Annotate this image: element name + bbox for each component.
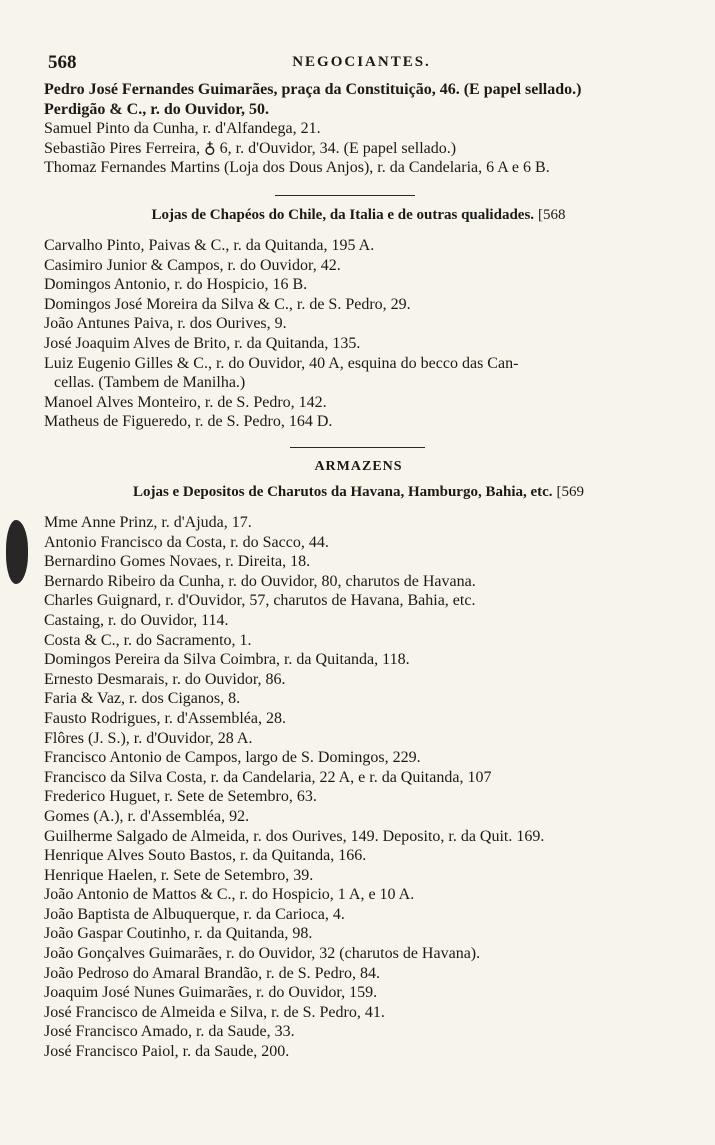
section-reference: [568 (538, 207, 566, 223)
running-title: NEGOCIANTES. (292, 54, 431, 70)
list-item: João Antunes Paiva, r. dos Ourives, 9. (44, 315, 287, 333)
list-item: Matheus de Figueredo, r. de S. Pedro, 164 D. (44, 413, 333, 431)
list-item: José Francisco de Almeida e Silva, r. de S. Pedro, 41. (44, 1003, 385, 1021)
list-item: Henrique Haelen, r. Sete de Setembro, 39. (44, 866, 314, 884)
section-divider (275, 195, 415, 196)
list-item: José Joaquim Alves de Brito, r. da Quitanda, 135. (44, 334, 361, 352)
list-item: Domingos Pereira da Silva Coimbra, r. da Quitanda, 118. (44, 651, 410, 669)
list-item: Thomaz Fernandes Martins (Loja dos Dous Anjos), r. da Candelaria, 6 A e 6 B. (44, 159, 550, 177)
list-item: Casimiro Junior & Campos, r. do Ouvidor, 42. (44, 256, 341, 274)
list-item: Joaquim José Nunes Guimarães, r. do Ouvidor, 159. (44, 984, 378, 1002)
list-item: Henrique Alves Souto Bastos, r. da Quitanda, 166. (44, 847, 367, 865)
list-item: José Francisco Amado, r. da Saude, 33. (44, 1023, 295, 1041)
page-header (48, 52, 675, 76)
list-item: Sebastião Pires Ferreira, ♁ 6, r. d'Ouvidor, 34. (E papel sellado.) (44, 139, 457, 157)
list-item: Costa & C., r. do Sacramento, 1. (44, 631, 252, 649)
list-item: Antonio Francisco da Costa, r. do Sacco, 44. (44, 533, 329, 551)
list-item: Carvalho Pinto, Paivas & C., r. da Quitanda, 195 A. (44, 237, 375, 254)
hat-shops-list (44, 236, 673, 432)
list-item: Bernardo Ribeiro da Cunha, r. do Ouvidor, 80, charutos de Havana. (44, 572, 476, 590)
list-item: José Francisco Paiol, r. da Saude, 200. (44, 1043, 290, 1061)
list-item: Bernardino Gomes Novaes, r. Direita, 18. (44, 553, 311, 571)
section-reference: [569 (556, 484, 585, 500)
list-item: Luiz Eugenio Gilles & C., r. do Ouvidor, 40 A, esquina do becco das Can- (44, 354, 519, 372)
page-number: 568 (48, 52, 77, 73)
section-heading-text: Lojas e Depositos de Charutos da Havana, Hamburgo, Bahia, etc. (132, 484, 553, 500)
list-item: Frederico Huguet, r. Sete de Setembro, 63. (44, 788, 317, 806)
list-item: Mme Anne Prinz, r. d'Ajuda, 17. (44, 514, 252, 531)
list-item: Flôres (J. S.), r. d'Ouvidor, 28 A. (44, 729, 253, 747)
list-item: Perdigão & C., r. do Ouvidor, 50. (44, 100, 270, 118)
list-item: Faria & Vaz, r. dos Ciganos, 8. (44, 690, 241, 708)
list-item: Domingos José Moreira da Silva & C., r. de S. Pedro, 29. (44, 295, 411, 313)
list-item: Pedro José Fernandes Guimarães, praça da Constituição, 46. (E papel sellado.) (44, 81, 582, 98)
section-title-armazens: ARMAZENS (314, 459, 403, 474)
continued-entries (44, 80, 673, 178)
list-item: Manoel Alves Monteiro, r. de S. Pedro, 142. (44, 393, 327, 411)
list-item: Francisco da Silva Costa, r. da Candelaria, 22 A, e r. da Quitanda, 107 (44, 768, 492, 786)
list-item: Charles Guignard, r. d'Ouvidor, 57, charutos de Havana, Bahia, etc. (44, 592, 476, 610)
list-item: Fausto Rodrigues, r. d'Assembléa, 28. (44, 709, 286, 727)
list-item: Domingos Antonio, r. do Hospicio, 16 B. (44, 276, 308, 294)
section-heading-hats (44, 207, 673, 224)
list-item: Castaing, r. do Ouvidor, 114. (44, 611, 229, 629)
list-item: João Gaspar Coutinho, r. da Quitanda, 98. (44, 925, 313, 943)
cigar-shops-list (44, 513, 673, 1062)
list-item: Gomes (A.), r. d'Assembléa, 92. (44, 807, 250, 825)
list-item: João Gonçalves Guimarães, r. do Ouvidor, 32 (charutos de Havana). (44, 945, 481, 963)
section-heading-cigars (44, 484, 673, 501)
page-edge-mark (6, 520, 28, 584)
section-divider (290, 447, 425, 448)
list-item: Francisco Antonio de Campos, largo de S. Domingos, 229. (44, 749, 421, 767)
list-item: Samuel Pinto da Cunha, r. d'Alfandega, 21. (44, 120, 321, 138)
list-item: João Antonio de Mattos & C., r. do Hospicio, 1 A, e 10 A. (44, 886, 415, 904)
list-item-continuation: cellas. (Tambem de Manilha.) (54, 374, 246, 392)
section-heading-text: Lojas de Chapéos do Chile, da Italia e de outras qualidades. (151, 207, 535, 223)
list-item: João Baptista de Albuquerque, r. da Carioca, 4. (44, 905, 345, 923)
list-item: João Pedroso do Amaral Brandão, r. de S. Pedro, 84. (44, 964, 380, 982)
list-item: Guilherme Salgado de Almeida, r. dos Ourives, 149. Deposito, r. da Quit. 169. (44, 827, 545, 845)
list-item: Ernesto Desmarais, r. do Ouvidor, 86. (44, 670, 286, 688)
